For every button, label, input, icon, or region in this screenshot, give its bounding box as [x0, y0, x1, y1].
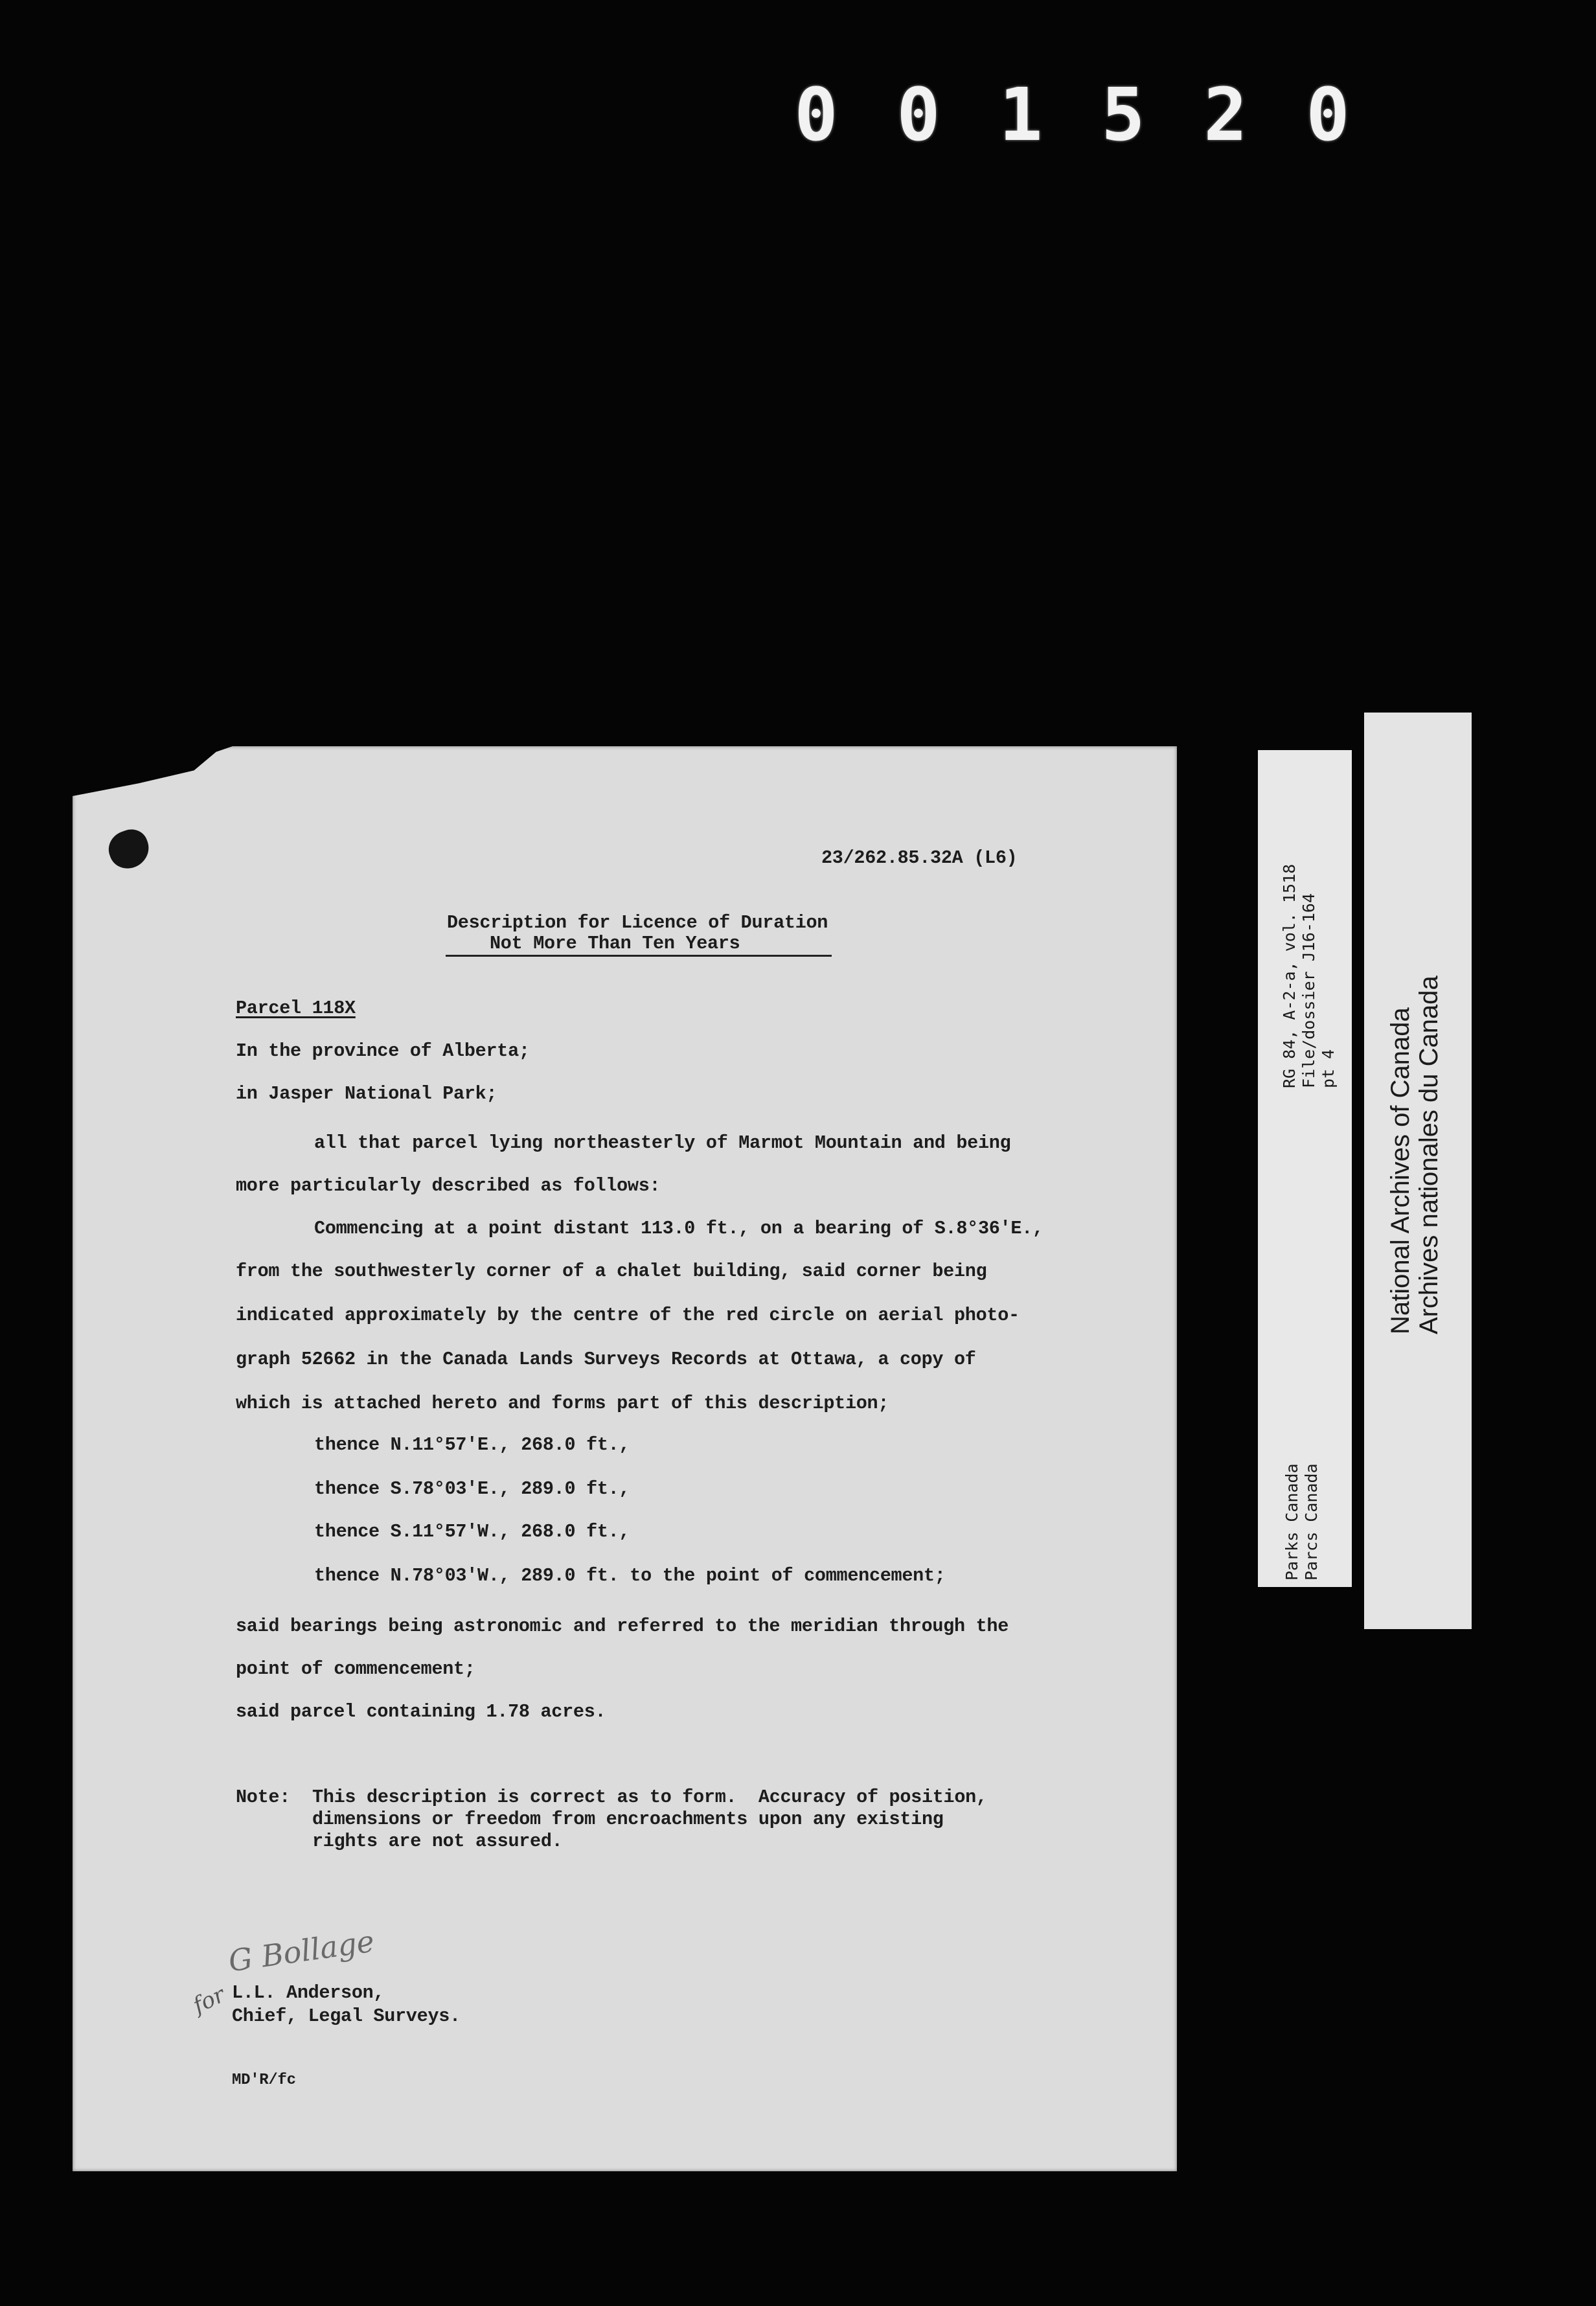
park-line: in Jasper National Park; — [236, 1083, 497, 1104]
archives-label — [1386, 976, 1443, 1334]
reference-line: RG 84, A-2-a, vol. 1518 — [1280, 863, 1299, 1088]
body-line: said parcel containing 1.78 acres. — [236, 1701, 606, 1722]
frame-digit: 1 — [999, 73, 1043, 157]
frame-digit: 0 — [794, 73, 838, 157]
frame-digit: 0 — [1306, 73, 1350, 157]
file-reference: 23/262.85.32A (L6) — [821, 847, 1018, 869]
frame-digit: 5 — [1101, 73, 1145, 157]
frame-digit: 2 — [1203, 73, 1248, 157]
body-line: graph 52662 in the Canada Lands Surveys Records at Ottawa, a copy of — [236, 1349, 976, 1370]
body-line: more particularly described as follows: — [236, 1175, 661, 1196]
document-subtitle: Not More Than Ten Years — [490, 933, 740, 954]
typist-initials: MD'R/fc — [232, 2072, 296, 2089]
body-line: point of commencement; — [236, 1658, 475, 1680]
agency-line: Parcs Canada — [1302, 1463, 1321, 1581]
body-line: which is attached hereto and forms part of this description; — [236, 1393, 889, 1414]
parcel-heading: Parcel 118X — [236, 998, 356, 1019]
note-line: rights are not assured. — [312, 1831, 563, 1852]
bearing-line: thence N.11°57'E., 268.0 ft., — [314, 1434, 630, 1456]
note-label: Note: — [236, 1787, 291, 1808]
body-line: from the southwesterly corner of a chalet building, said corner being — [236, 1261, 987, 1282]
note-line: This description is correct as to form. Accuracy of position, — [312, 1787, 987, 1808]
bearing-line: thence N.78°03'W., 289.0 ft. to the point of commencement; — [314, 1565, 946, 1586]
body-line: said bearings being astronomic and referred to the meridian through the — [236, 1615, 1009, 1637]
archives-label-line: Archives nationales du Canada — [1415, 976, 1443, 1334]
initial-mark: for — [188, 1981, 229, 2019]
frame-number — [787, 73, 1357, 157]
archives-label-line: National Archives of Canada — [1386, 1007, 1415, 1334]
agency-line: Parks Canada — [1282, 1463, 1301, 1581]
body-line: indicated approximately by the centre of the red circle on aerial photo- — [236, 1305, 1020, 1326]
province-line: In the province of Alberta; — [236, 1040, 530, 1062]
reference-line: pt 4 — [1319, 1049, 1338, 1088]
frame-digit: 0 — [896, 73, 940, 157]
archive-reference — [1280, 864, 1338, 1088]
bearing-line: thence S.11°57'W., 268.0 ft., — [314, 1521, 630, 1542]
document-title: Description for Licence of Duration — [447, 912, 828, 933]
bearing-line: thence S.78°03'E., 289.0 ft., — [314, 1478, 630, 1500]
signatory-name: L.L. Anderson, — [232, 1982, 385, 2003]
note-line: dimensions or freedom from encroachments upon any existing — [312, 1809, 944, 1830]
body-line: all that parcel lying northeasterly of Marmot Mountain and being — [314, 1132, 1011, 1154]
agency-label — [1282, 1463, 1321, 1581]
signature: G Bollage — [226, 1923, 377, 1979]
reference-line: File/dossier J16-164 — [1299, 893, 1318, 1088]
signatory-title: Chief, Legal Surveys. — [232, 2005, 461, 2027]
title-underline — [446, 955, 832, 957]
body-line: Commencing at a point distant 113.0 ft., on a bearing of S.8°36'E., — [314, 1218, 1043, 1239]
